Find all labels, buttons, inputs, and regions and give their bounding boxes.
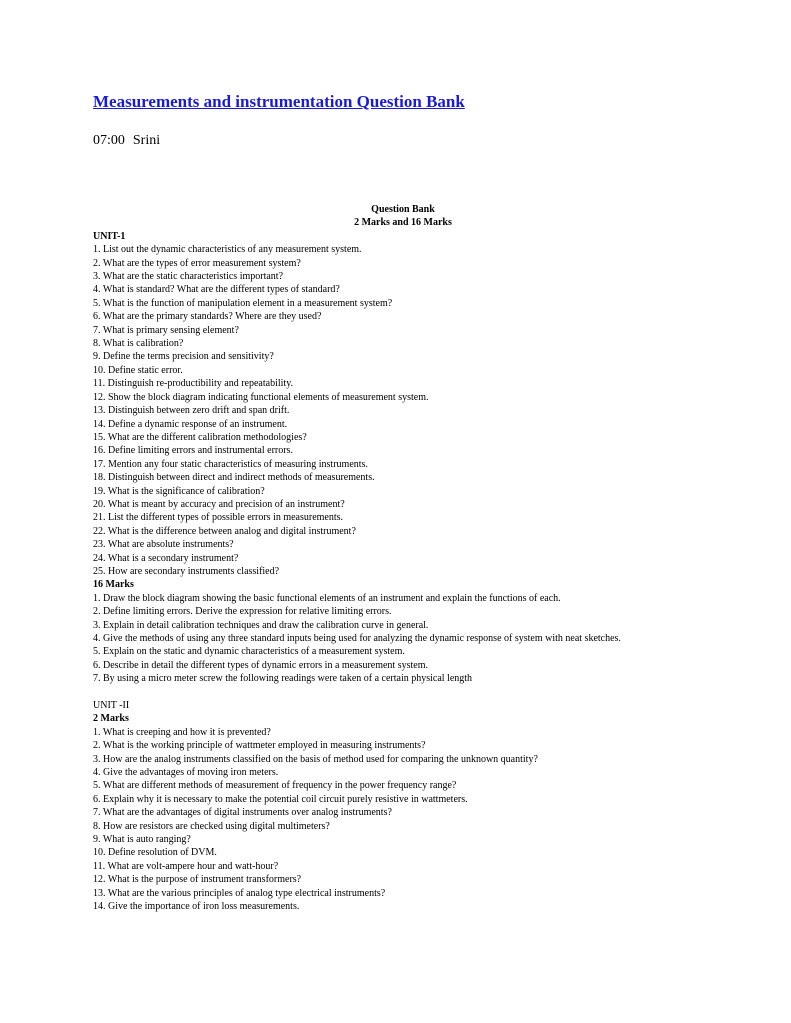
question-item: 1. Draw the block diagram showing the basic functional elements of an instrument and explain the functions of each. (93, 592, 561, 604)
question-item: 3. Explain in detail calibration techniques and draw the calibration curve in general. (93, 619, 429, 631)
question-item: 3. How are the analog instruments classified on the basis of method used for comparing the unknown quantity? (93, 753, 538, 765)
question-item: 9. What is auto ranging? (93, 834, 191, 846)
question-item: 7. What is primary sensing element? (93, 324, 239, 336)
question-item: 5. Explain on the static and dynamic characteristics of a measurement system. (93, 646, 405, 658)
question-item: 11. What are volt-ampere hour and watt-hour? (93, 860, 279, 872)
question-item: 6. Explain why it is necessary to make the potential coil circuit purely resistive in wattmeters. (93, 793, 468, 805)
section-gap (93, 686, 703, 699)
question-item: 1. What is creeping and how it is prevented? (93, 726, 271, 738)
unit1-two-marks-list (93, 243, 703, 578)
question-item: 20. What is meant by accuracy and precision of an instrument? (93, 498, 345, 510)
question-item: 4. Give the methods of using any three standard inputs being used for analyzing the dynamic response of system with neat sketches. (93, 633, 621, 644)
question-item: 7. By using a micro meter screw the following readings were taken of a certain physical length (93, 673, 473, 685)
page-title[interactable]: Measurements and instrumentation Question Bank (93, 92, 465, 111)
unit2-two-marks-list (93, 726, 703, 914)
question-item: 2. What is the working principle of wattmeter employed in measuring instruments? (93, 740, 426, 752)
question-item: 3. What are the static characteristics important? (93, 271, 284, 283)
question-item: 8. How are resistors are checked using digital multimeters? (93, 820, 330, 832)
unit2-marks-heading: 2 Marks (93, 713, 129, 725)
post-author: Srini (132, 133, 161, 148)
question-item: 4. Give the advantages of moving iron meters. (93, 767, 279, 779)
question-item: 10. Define resolution of DVM. (93, 847, 217, 859)
question-item: 17. Mention any four static characteristics of measuring instruments. (93, 458, 368, 470)
question-item: 12. What is the purpose of instrument transformers? (93, 874, 302, 886)
question-item: 19. What is the significance of calibration? (93, 485, 265, 497)
question-item: 25. How are secondary instruments classified? (93, 565, 280, 577)
doc-subheading: 2 Marks and 16 Marks (354, 217, 452, 229)
question-item: 22. What is the difference between analog and digital instrument? (93, 525, 356, 537)
unit1-sixteen-marks-list (93, 592, 703, 686)
question-item: 21. List the different types of possible errors in measurements. (93, 512, 344, 524)
question-item: 11. Distinguish re-productibility and repeatability. (93, 378, 294, 390)
question-item: 14. Define a dynamic response of an instrument. (93, 418, 288, 430)
question-item: 2. What are the types of error measurement system? (93, 257, 301, 269)
question-item: 15. What are the different calibration methodologies? (93, 431, 307, 443)
unit1-heading: UNIT-1 (93, 230, 126, 242)
post-time: 07:00 (93, 133, 125, 148)
question-item: 1. List out the dynamic characteristics of any measurement system. (93, 244, 362, 256)
unit2-heading: UNIT -II (93, 700, 130, 712)
question-item: 4. What is standard? What are the different types of standard? (93, 284, 340, 296)
question-item: 5. What are different methods of measurement of frequency in the power frequency range? (93, 780, 457, 792)
question-item: 8. What is calibration? (93, 338, 184, 350)
unit1-sixteen-marks-heading: 16 Marks (93, 579, 134, 591)
question-item: 24. What is a secondary instrument? (93, 552, 239, 564)
question-item: 13. Distinguish between zero drift and span drift. (93, 405, 290, 417)
question-item: 23. What are absolute instruments? (93, 539, 234, 551)
question-item: 7. What are the advantages of digital instruments over analog instruments? (93, 807, 392, 819)
question-item: 16. Define limiting errors and instrumental errors. (93, 445, 293, 457)
question-item: 18. Distinguish between direct and indirect methods of measurements. (93, 472, 375, 484)
post-meta (93, 133, 160, 149)
question-item: 13. What are the various principles of analog type electrical instruments? (93, 887, 386, 899)
question-item: 12. Show the block diagram indicating functional elements of measurement system. (93, 391, 429, 403)
question-item: 9. Define the terms precision and sensitivity? (93, 351, 274, 363)
question-item: 14. Give the importance of iron loss measurements. (93, 901, 300, 913)
question-bank-content (93, 203, 703, 914)
question-item: 6. Describe in detail the different types of dynamic errors in a measurement system. (93, 659, 428, 671)
question-item: 6. What are the primary standards? Where are they used? (93, 311, 322, 323)
question-item: 10. Define static error. (93, 364, 183, 376)
question-item: 5. What is the function of manipulation element in a measurement system? (93, 297, 393, 309)
doc-heading: Question Bank (371, 204, 435, 215)
question-item: 2. Define limiting errors. Derive the expression for relative limiting errors. (93, 606, 392, 618)
